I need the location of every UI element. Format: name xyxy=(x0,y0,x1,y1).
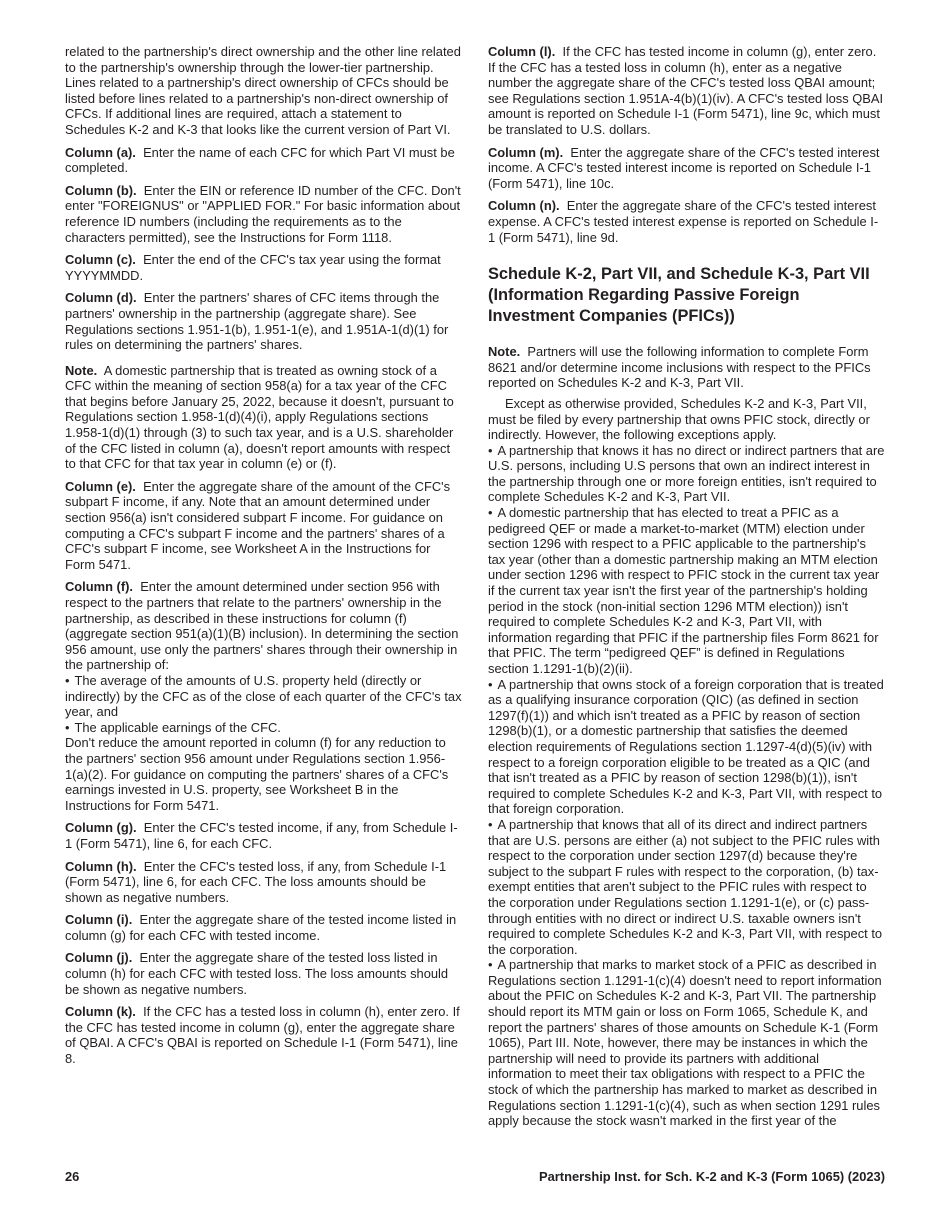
column-f-tail: Don't reduce the amount reported in column (f) for any reduction to the partners' section 956 amount under Regulations section 1.956-1(a)(2). For guidance on computing the partners' shares of a CFC's earnings invested in U.S. property, see Worksheet B in the Instructions for Form 5471. xyxy=(65,735,449,813)
column-a-text: Enter the name of each CFC for which Part VI must be completed. xyxy=(65,144,455,176)
column-i-label: Column (i). xyxy=(65,912,133,928)
column-i-text: Enter the aggregate share of the tested income listed in column (g) for each CFC with tested income. xyxy=(65,912,457,943)
column-k-paragraph xyxy=(65,1004,462,1066)
column-d-text: Enter the partners' shares of CFC items through the partners' ownership in the partnership (aggregate share). See Regulations sections 1.951-1(b), 1.951-1(e), and 1.951A-1(d)(1) for rules on determining the partners' shares. xyxy=(65,290,449,353)
pfic-note-text: Partners will use the following information to complete Form 8621 and/or determine income inclusions with respect to the PFICs reported on Schedules K-2 and K-3, Part VII. xyxy=(488,344,871,391)
note-paragraph xyxy=(65,363,462,472)
column-m-paragraph xyxy=(488,145,885,192)
column-g-paragraph xyxy=(65,820,462,851)
exception-bullet-5: • A partnership that marks to market stock of a PFIC as described in Regulations section 1.1291-1(c)(4) doesn't need to report information about the PFIC on Schedules K-2 and K-3, Part VII. The partnership should report its MTM gain or loss on Form 1065, Schedule K, and report the partners' shares of those amounts on Schedule K-1 (Form 1065), Part III. Note, however, there may be instances in which the partnership will need to provide its partners with additional information to meet their tax obligations with respect to a PFIC the stock of which the partnership has marked to market as described in Regulations section 1.1291-1(c)(4), such as when section 1291 rules apply because the stock wasn't marked in the first year of the xyxy=(488,957,885,1129)
column-n-label: Column (n). xyxy=(488,198,560,214)
column-n-paragraph xyxy=(488,198,885,245)
column-c-text: Enter the end of the CFC's tax year using the format YYYYMMDD. xyxy=(65,252,441,283)
exception-bullet-1: • A partnership that knows it has no direct or indirect partners that are U.S. persons, including U.S persons that own an indirect interest in the partnership through one or more foreign entities, isn't required to complete Schedules K-2 and K-3, Part VII. xyxy=(488,443,885,505)
column-a-label: Column (a). xyxy=(65,144,136,160)
column-j-label: Column (j). xyxy=(65,950,133,966)
column-h-text: Enter the CFC's tested loss, if any, from Schedule I-1 (Form 5471), line 6, for each CFC. The loss amounts should be shown as negative numbers. xyxy=(65,858,447,905)
note-text: A domestic partnership that is treated as owning stock of a CFC within the meaning of section 958(a) for a tax year of the CFC that begins before January 25, 2022, because it doesn't, pursuant to Regulations section 1.958-1(d)(4)(i), apply Regulations sections 1.958-1(d)(1) through (3) to such tax year, and is a U.S. shareholder of the CFC listed in column (a), doesn't report amounts with respect to that CFC for that tax year in column (e) or (f). xyxy=(65,362,454,472)
exception-bullet-2: • A domestic partnership that has elected to treat a PFIC as a pedigreed QEF or made a market-to-market (MTM) election under section 1296 with respect to a PFIC applicable to the partnership's tax year (other than a domestic partnership making an MTM election under section 1296 with respect to PFIC stock in the current tax year if the current tax year isn't the first year of the partnership's holding period in the stock (non-initial section 1296 MTM election)) isn't required to complete Schedules K-2 and K-3, Part VII, with information regarding that PFIC if the partnership files Form 8621 for that PFIC. The term “pedigreed QEF” is defined in Regulations section 1.1291-1(b)(2)(ii). xyxy=(488,505,885,677)
pfic-note-paragraph xyxy=(488,344,885,391)
footer-title: Partnership Inst. for Sch. K-2 and K-3 (Form 1065) (2023) xyxy=(539,1169,885,1184)
column-d-paragraph xyxy=(65,290,462,352)
column-k-text: If the CFC has a tested loss in column (h), enter zero. If the CFC has tested income in column (g), enter the aggregate share of QBAI. A CFC's QBAI is reported on Schedule I-1 (Form 5471), line 8. xyxy=(65,1004,460,1067)
page-number: 26 xyxy=(65,1169,80,1184)
column-c-paragraph xyxy=(65,252,462,283)
column-d-label: Column (d). xyxy=(65,290,137,306)
column-i-paragraph xyxy=(65,912,462,943)
pfic-note-label: Note. xyxy=(488,344,521,360)
column-g-label: Column (g). xyxy=(65,820,137,836)
exception-bullet-4: • A partnership that knows that all of its direct and indirect partners that are U.S. persons are either (a) not subject to the PFIC rules with respect to the corporation under section 1297(d) because they're subject to the subpart F rules with respect to the corporation, (b) tax-exempt entities that aren't subject to the PFIC rules with respect to the corporation under Regulations section 1.1291-1(e), or (c) pass-through entities with no direct or indirect U.S. taxable owners isn't required to complete Schedules K-2 and K-3, Part VII, with respect to the corporation. xyxy=(488,817,885,957)
column-l-paragraph xyxy=(488,44,885,138)
column-m-text: Enter the aggregate share of the CFC's tested interest income. A CFC's tested interest income is reported on Schedule I-1 (Form 5471), line 10c. xyxy=(488,144,880,191)
column-a-paragraph xyxy=(65,145,462,176)
left-column xyxy=(65,44,462,1074)
section-heading: Schedule K-2, Part VII, and Schedule K-3, Part VII (Information Regarding Passive Foreign Investment Companies (PFICs)) xyxy=(488,265,870,326)
column-m-label: Column (m). xyxy=(488,144,564,160)
column-l-label: Column (l). xyxy=(488,44,556,59)
column-n-text: Enter the aggregate share of the CFC's tested interest expense. A CFC's tested interest expense is reported on Schedule I-1 (Form 5471), line 9d. xyxy=(488,198,879,245)
column-e-paragraph xyxy=(65,479,462,573)
column-g-text: Enter the CFC's tested income, if any, from Schedule I-1 (Form 5471), line 6, for each CFC. xyxy=(65,820,458,851)
exception-bullet-3: • A partnership that owns stock of a foreign corporation that is treated as a qualifying insurance corporation (QIC) (as defined in section 1297(f)(1)) and which isn't treated as a PFIC by reason of section 1298(b)(1), or a domestic partnership that satisfies the deemed election requirements of Regulations section 1.1297-4(d)(5)(iv) with respect to a foreign corporation eligible to be treated as a QIC (and that isn't treated as a PFIC by reason of section 1298(b)(1)), isn't required to complete Schedules K-2 and K-3, Part VII, with respect to that foreign corporation. xyxy=(488,677,885,817)
column-h-label: Column (h). xyxy=(65,858,137,874)
column-f-label: Column (f). xyxy=(65,579,134,595)
column-h-paragraph xyxy=(65,859,462,906)
note-label: Note. xyxy=(65,362,98,378)
column-j-text: Enter the aggregate share of the tested loss listed in column (h) for each CFC with tested loss. The loss amounts should be shown as negative numbers. xyxy=(65,950,449,997)
column-l-text: If the CFC has tested income in column (g), enter zero. If the CFC has a tested loss in column (h), enter as a negative number the aggregate share of the CFC's tested loss QBAI amount; see Regulations section 1.951A-4(b)(1)(iv). A CFC's tested loss QBAI amount is reported on Schedule I-1 (Form 5471), line 9c, which must be translated to U.S. dollars. xyxy=(488,44,884,137)
column-b-label: Column (b). xyxy=(65,182,137,198)
column-f-bullet-2: • The applicable earnings of the CFC. xyxy=(65,720,462,736)
column-e-text: Enter the aggregate share of the amount of the CFC's subpart F income, if any. Note that an amount determined under section 956(a) isn't considered subpart F income. For guidance on computing a CFC's subpart F income and the partners' shares of a CFC's subpart F income, see Worksheet A in the Instructions for Form 5471. xyxy=(65,478,451,572)
column-k-label: Column (k). xyxy=(65,1004,136,1020)
column-e-label: Column (e). xyxy=(65,478,136,494)
column-b-text: Enter the EIN or reference ID number of the CFC. Don't enter "FOREIGNUS" or "APPLIED FOR." For basic information about reference ID numbers (including the requirements as to the characters permitted), see the Instructions for Form 1118. xyxy=(65,182,461,245)
column-f-paragraph xyxy=(65,579,462,673)
column-f-bullet-1: • The average of the amounts of U.S. property held (directly or indirectly) by the CFC as of the close of each quarter of the CFC's tax year, and xyxy=(65,673,462,720)
right-column xyxy=(488,44,885,1129)
column-b-paragraph xyxy=(65,183,462,245)
column-j-paragraph xyxy=(65,950,462,997)
exceptions-intro: Except as otherwise provided, Schedules K-2 and K-3, Part VII, must be filed by every partnership that owns PFIC stock, directly or indirectly. However, the following exceptions apply. xyxy=(488,395,870,443)
intro-paragraph: related to the partnership's direct ownership and the other line related to the partnership's ownership through the lower-tier partnership. Lines related to a partnership's direct ownership of CFCs should be listed before lines related to a partnership's non-direct ownership of CFCs. If additional lines are required, attach a statement to Schedules K-2 and K-3 that looks like the current version of Part VI. xyxy=(65,44,461,137)
column-c-label: Column (c). xyxy=(65,252,136,268)
column-f-text: Enter the amount determined under section 956 with respect to the partners that relate to the partners' ownership in the partnership, as described in these instructions for column (f) (aggregate section 951(a)(1)(B) inclusion). In determining the section 956 amount, use only the partners' shares through their ownership in the partnership of: xyxy=(65,579,459,673)
